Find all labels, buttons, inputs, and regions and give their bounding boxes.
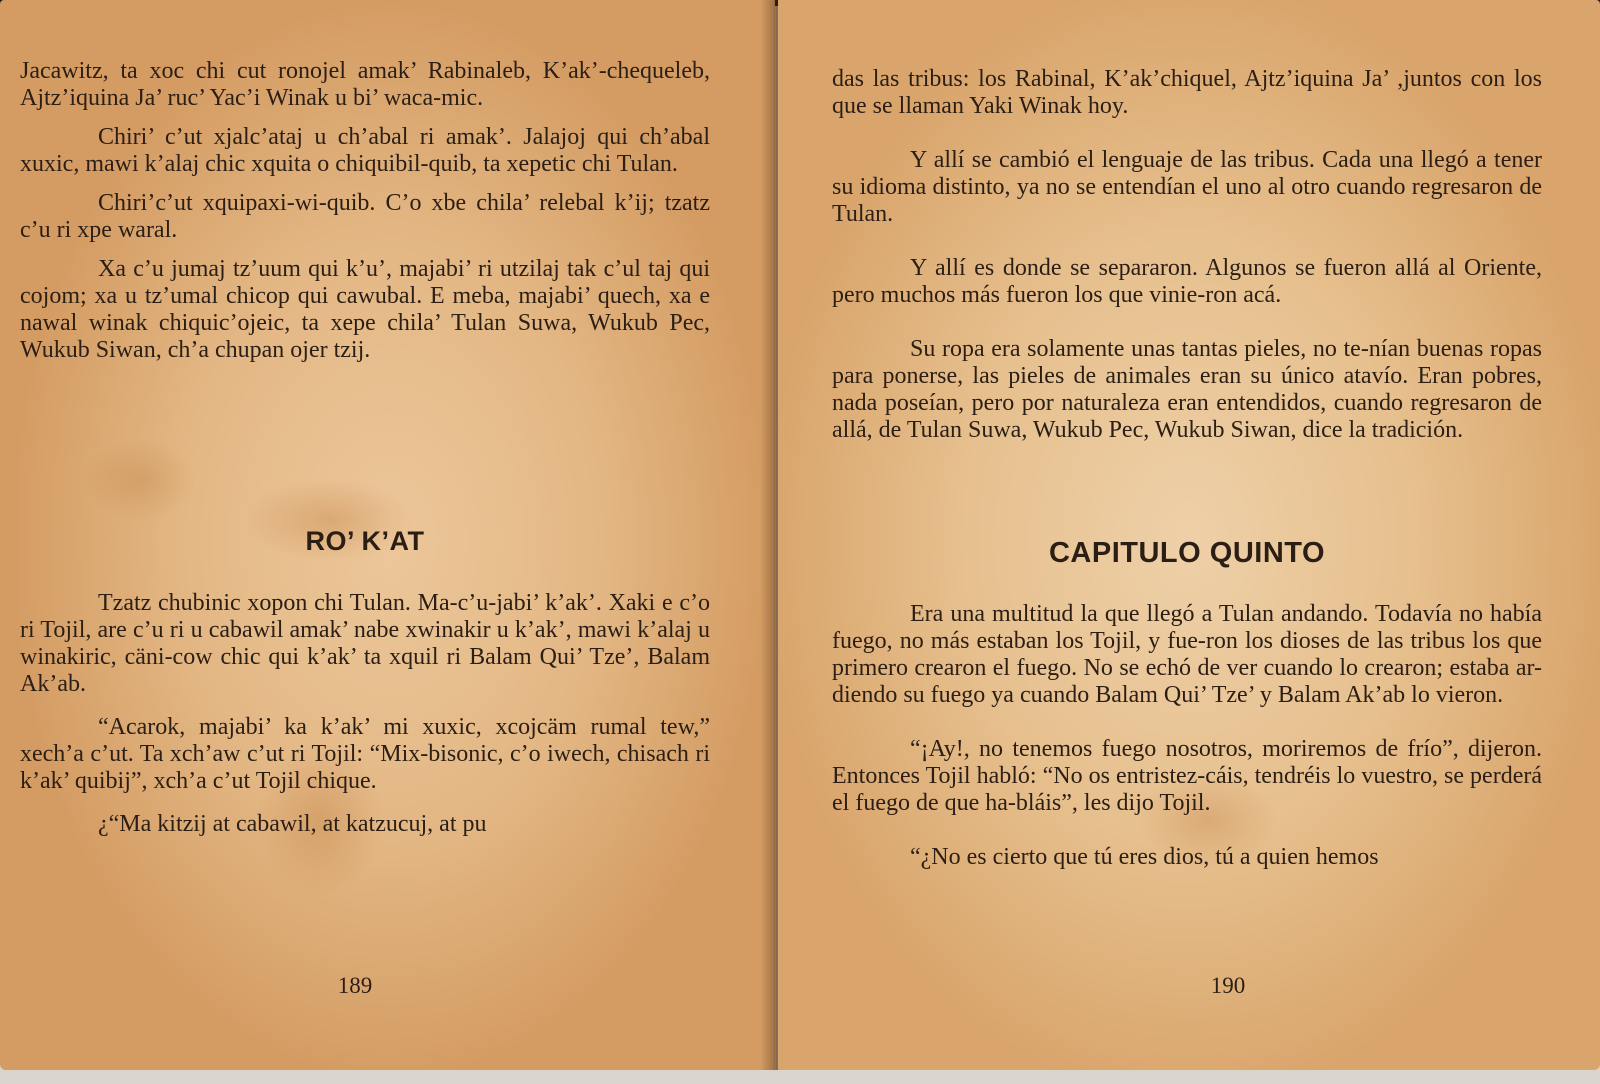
left-section-heading: RO’ K’AT <box>305 526 425 556</box>
left-page <box>0 0 775 1070</box>
left-paragraph-3: Chiri’c’ut xquipaxi-wi-quib. C’o xbe chila’ relebal k’ij; tzatz c’u ri xpe waral. <box>20 190 710 243</box>
left-page-number: 189 <box>337 973 373 998</box>
right-paragraph-1: das las tribus: los Rabinal, K’ak’chiquel, Ajtz’iquina Ja’ ,juntos con los que se llaman Yaki Winak hoy. <box>832 66 1542 119</box>
right-paragraph-4: Su ropa era solamente unas tantas pieles, no te-nían buenas ropas para ponerse, las pieles de animales eran su único atavío. Eran pobres, nada poseían, pero por naturaleza eran entendidos, cuando regresaron de allá, de Tulan Suwa, Wukub Pec, Wukub Siwan, dice la tradición. <box>832 336 1542 443</box>
right-section-heading: CAPITULO QUINTO <box>1048 537 1326 569</box>
right-paragraph-2: Y allí se cambió el lenguaje de las tribus. Cada una llegó a tener su idioma distinto, ya no se entendían el uno al otro cuando regresaron de Tulan. <box>832 147 1542 227</box>
left-paragraph-7: ¿“Ma kitzij at cabawil, at katzucuj, at pu <box>98 811 487 837</box>
left-paragraph-4: Xa c’u jumaj tz’uum qui k’u’, majabi’ ri utzilaj tak c’ul taj qui cojom; xa u tz’umal chicop qui cawubal. E meba, majabi’ quech, xa e nawal winak chiquic’ojeic, ta xepe chila’ Tulan Suwa, Wukub Pec, Wukub Siwan, ch’a chupan ojer tzij. <box>20 256 710 363</box>
right-page-text-top <box>832 66 1542 444</box>
right-page <box>778 0 1600 1070</box>
left-paragraph-5: Tzatz chubinic xopon chi Tulan. Ma-c’u-jabi’ k’ak’. Xaki e c’o ri Tojil, are c’u ri u cabawil amak’ nabe xwinakir u k’ak’, mawi k’alaj u winakiric, cäni-cow chic qui k’ak’ ta xquil ri Balam Qui’ Tze’, Balam Ak’ab. <box>20 590 710 697</box>
right-paragraph-5: Era una multitud la que llegó a Tulan andando. Todavía no había fuego, no más estaban los Tojil, y fue-ron los dioses de las tribus los que primero crearon el fuego. No se echó de ver cuando lo crearon; estaba ar-diendo su fuego ya cuando Balam Qui’ Tze’ y Balam Ak’ab lo vieron. <box>832 601 1542 708</box>
right-paragraph-7: “¿No es cierto que tú eres dios, tú a quien hemos <box>910 844 1379 870</box>
left-page-text-top <box>20 58 710 364</box>
right-page-text-bottom <box>832 601 1542 871</box>
right-paragraph-6: “¡Ay!, no tenemos fuego nosotros, moriremos de frío”, dijeron. Entonces Tojil habló: “No os entristez-cáis, tendréis lo vuestro, se perderá el fuego de que ha-bláis”, les dijo Tojil. <box>832 736 1542 816</box>
left-paragraph-2: Chiri’ c’ut xjalc’ataj u ch’abal ri amak’. Jalajoj qui ch’abal xuxic, mawi k’alaj chic xquita o chiquibil-quib, ta xepetic chi Tulan. <box>20 124 710 177</box>
right-paragraph-3: Y allí es donde se separaron. Algunos se fueron allá al Oriente, pero muchos más fueron los que vinie-ron acá. <box>832 255 1542 308</box>
left-paragraph-1: Jacawitz, ta xoc chi cut ronojel amak’ Rabinaleb, K’ak’-chequeleb, Ajtz’iquina Ja’ ruc’ Yac’i Winak u bi’ waca-mic. <box>20 58 710 111</box>
left-paragraph-6: “Acarok, majabi’ ka k’ak’ mi xuxic, xcojcäm rumal tew,” xech’a c’ut. Ta xch’aw c’ut ri Tojil: “Mix-bisonic, c’o iwech, chisach ri k’ak’ quibij”, xch’a c’ut Tojil chique. <box>20 714 710 794</box>
left-page-text-bottom <box>20 590 710 838</box>
right-page-number: 190 <box>1210 973 1246 998</box>
